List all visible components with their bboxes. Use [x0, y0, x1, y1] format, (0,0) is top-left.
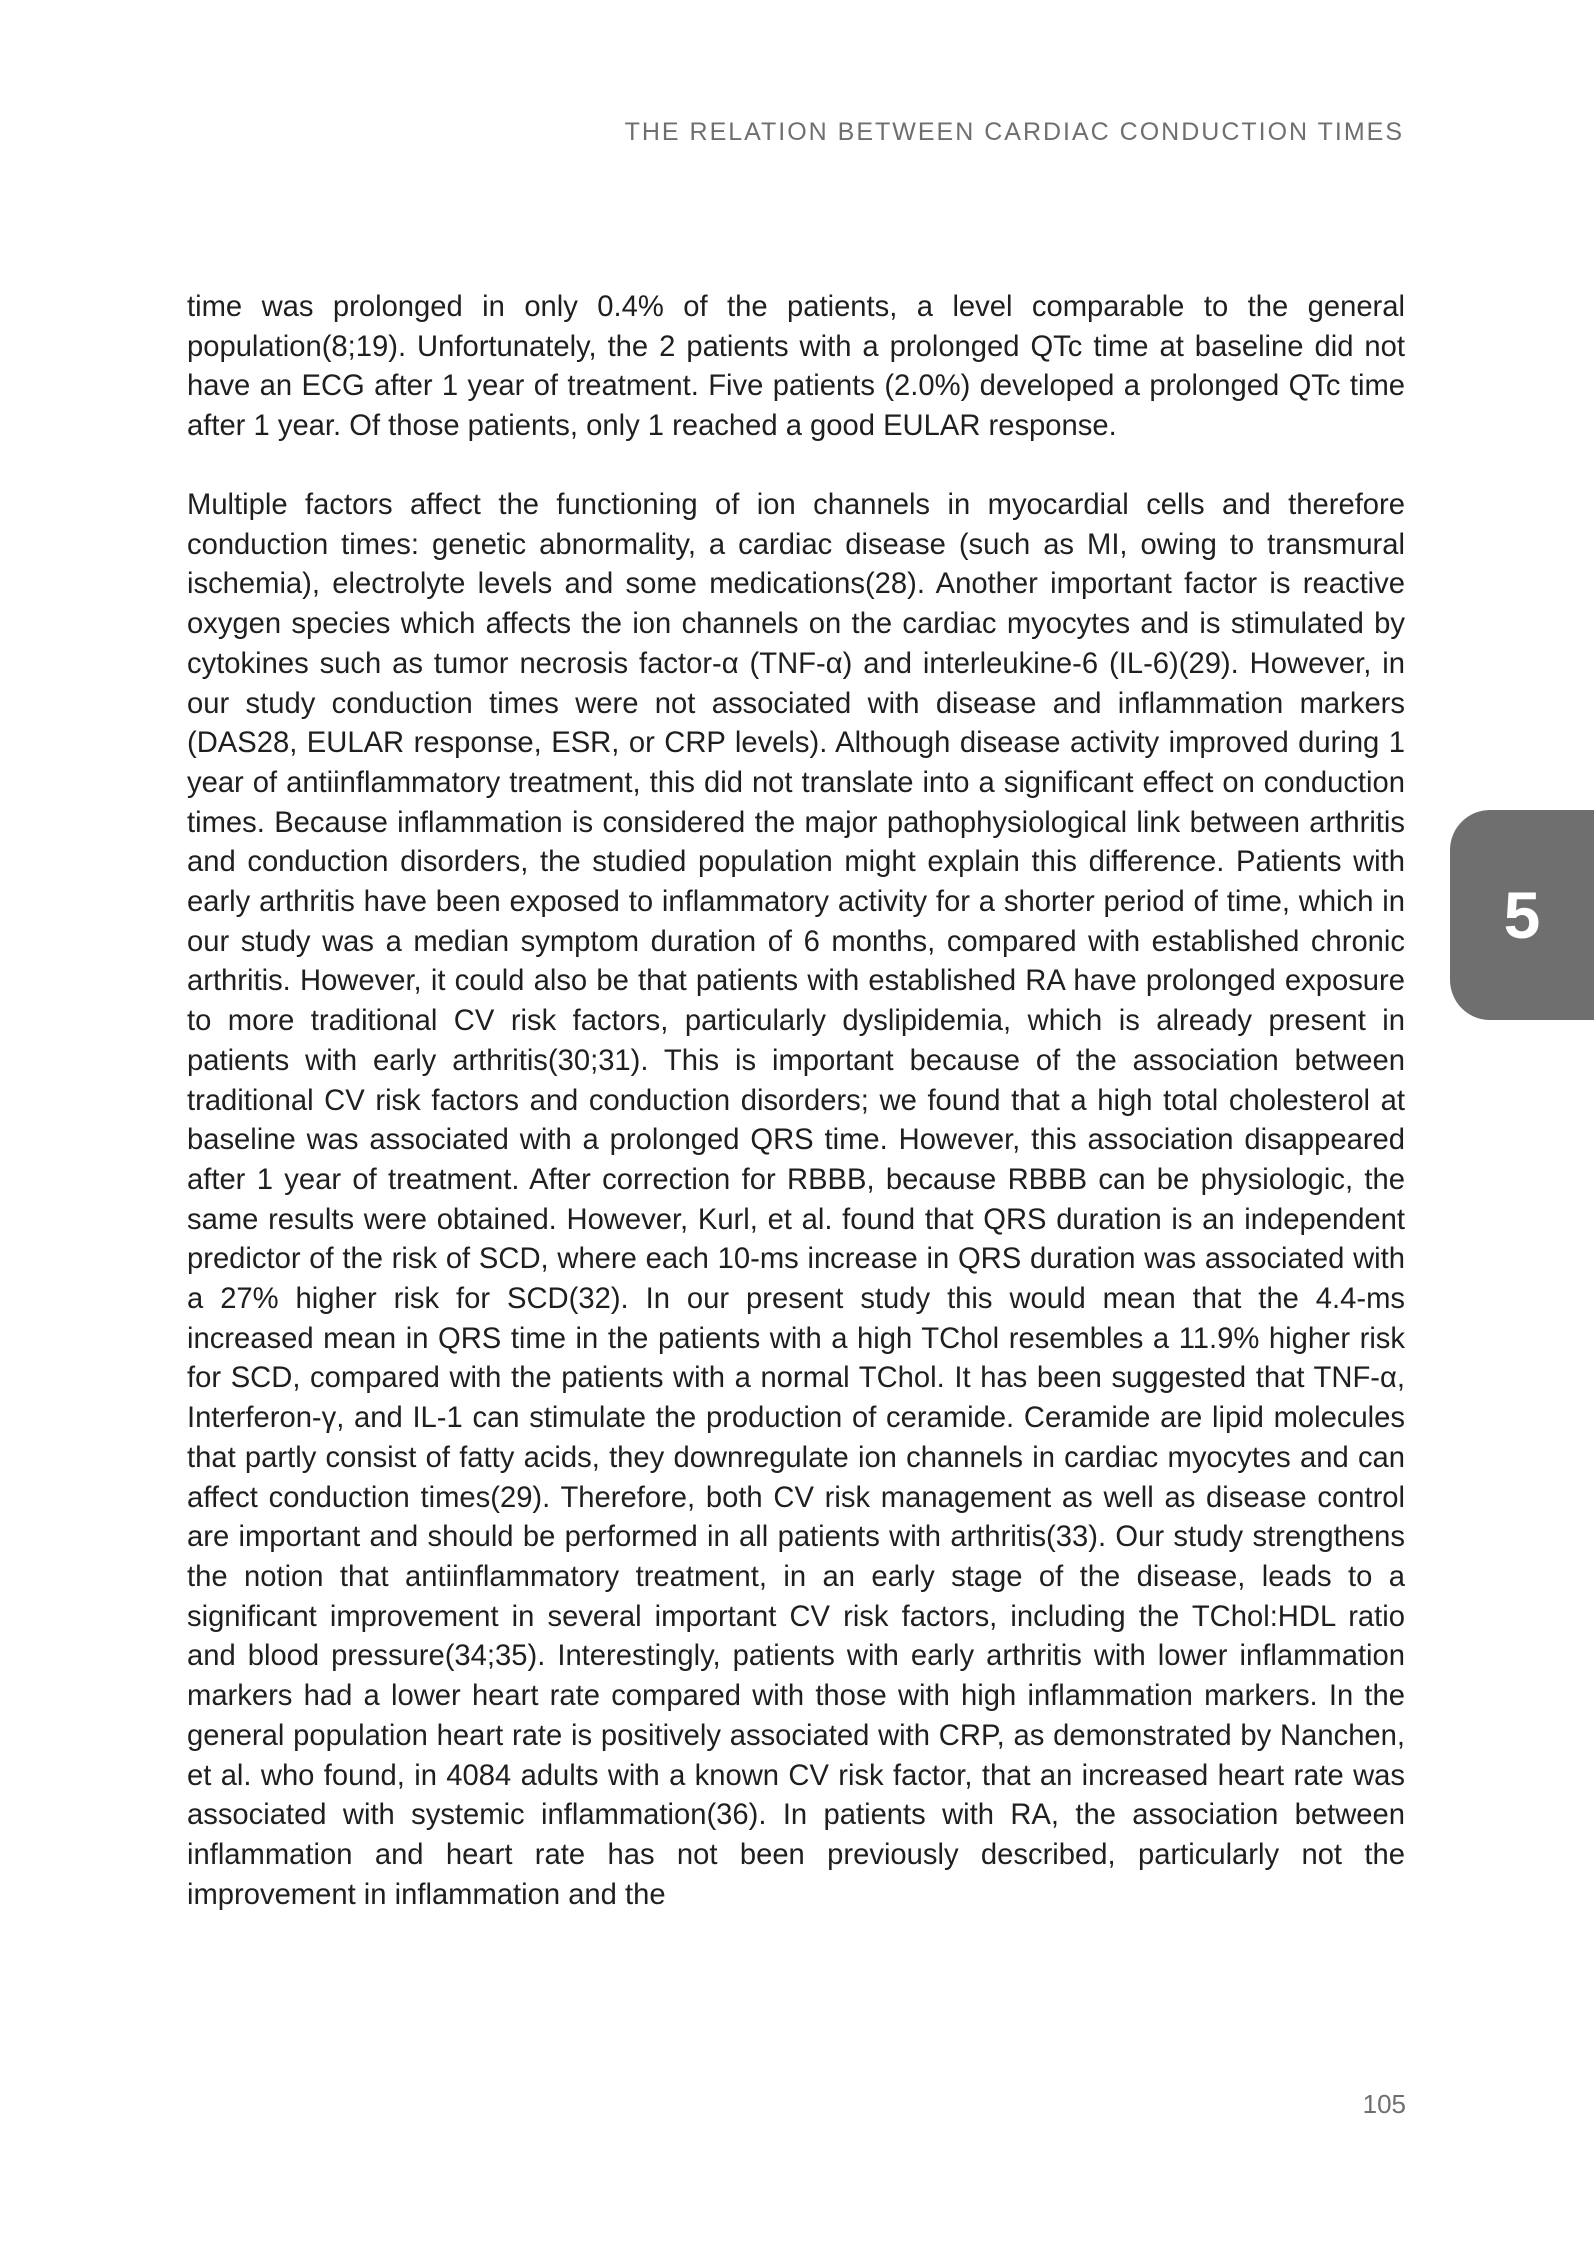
chapter-tab — [1450, 810, 1594, 1020]
paragraph-1-text: time was prolonged in only 0.4% of the patients, a level comparable to the general population(8;19). Unfortunately, the 2 patients with a prolonged QTc time at baseline did not have an ECG after 1 year of treatment. Five patients (2.0%) developed a prolonged QTc time after 1 year. Of those patients, only 1 reached a good EULAR response. — [187, 291, 1405, 443]
chapter-number: 5 — [1503, 878, 1541, 952]
page-number: 105 — [1362, 2089, 1406, 2119]
paragraph-2 — [187, 486, 1405, 1915]
paragraph-2-text: Multiple factors affect the functioning of ion channels in myocardial cells and therefore conduction times: genetic abnormality, a cardiac disease (such as MI, owing to transmural ischemia), electrolyte levels and some medications(28). Another important factor is reactive oxygen species which affects the ion channels on the cardiac myocytes and is stimulated by cytokines such as tumor necrosis factor-α (TNF-α) and interleukine-6 (IL-6)(29). However, in our study conduction times were not associated with disease and inflammation markers (DAS28, EULAR response, ESR, or CRP levels). Although disease activity improved during 1 year of antiinflammatory treatment, this did not translate into a significant effect on conduction times. Because inflammation is considered the major pathophysiological link between arthritis and conduction disorders, the studied population might explain this difference. Patients with early arthritis have been exposed to inflammatory activity for a shorter period of time, which in our study was a median symptom duration of 6 months, compared with established chronic arthritis. However, it could also be that patients with established RA have prolonged exposure to more traditional CV risk factors, particularly dyslipidemia, which is already present in patients with early arthritis(30;31). This is important because of the association between traditional CV risk factors and conduction disorders; we found that a high total cholesterol at baseline was associated with a prolonged QRS time. However, this association disappeared after 1 year of treatment. After correction for RBBB, because RBBB can be physiologic, the same results were obtained. However, Kurl, et al. found that QRS duration is an independent predictor of the risk of SCD, where each 10-ms increase in QRS duration was associated with a 27% higher risk for SCD(32). In our present study this would mean that the 4.4-ms increased mean in QRS time in the patients with a high TChol resembles a 11.9% higher risk for SCD, compared with the patients with a normal TChol. It has been suggested that TNF-α, Interferon-γ, and IL-1 can stimulate the production of ceramide. Ceramide are lipid molecules that partly consist of fatty acids, they downregulate ion channels in cardiac myocytes and can affect conduction times(29). Therefore, both CV risk management as well as disease control are important and should be performed in all patients with arthritis(33). Our study strengthens the notion that antiinflammatory treatment, in an early stage of the disease, leads to a significant improvement in several important CV risk factors, including the TChol:HDL ratio and blood pressure(34;35). Interestingly, patients with early arthritis with lower inflammation markers had a lower heart rate compared with those with high inflammation markers. In the general population heart rate is positively associated with CRP, as demonstrated by Nanchen, et al. who found, in 4084 adults with a known CV risk factor, that an increased heart rate was associated with systemic inflammation(36). In patients with RA, the association between inflammation and heart rate has not been previously described, particularly not the improvement in inflammation and the — [187, 489, 1405, 1911]
paragraph-1 — [187, 288, 1405, 447]
running-header-title: THE RELATION BETWEEN CARDIAC CONDUCTION TIMES — [624, 118, 1404, 146]
